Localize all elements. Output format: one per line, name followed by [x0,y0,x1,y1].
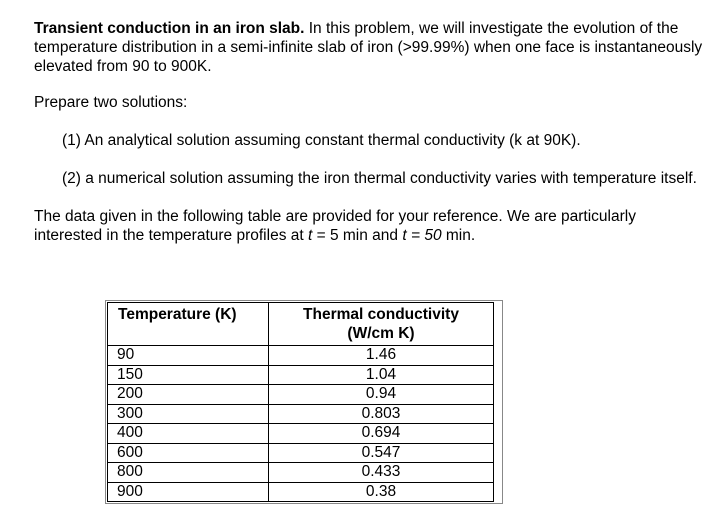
conductivity-cell: 0.803 [269,404,494,424]
header-conductivity [269,303,494,346]
intro-paragraph [34,19,704,76]
temperature-cell: 600 [108,443,269,463]
table-row [108,385,494,405]
conductivity-cell: 0.694 [269,424,494,444]
table-row [108,346,494,366]
interest-text-4: min. [441,227,476,244]
temperature-cell: 150 [108,365,269,385]
temperature-cell: 90 [108,346,269,366]
time-var-1: t [307,227,313,244]
header-conductivity-line2: (W/cm K) [347,324,415,342]
table-row [108,365,494,385]
conductivity-cell: 0.94 [269,385,494,405]
conductivity-cell: 0.547 [269,443,494,463]
table-header-row [108,303,494,346]
solution-1: (1) An analytical solution assuming constant thermal conductivity (k at 90K). [62,132,581,149]
temperature-cell: 800 [108,463,269,483]
table-row [108,424,494,444]
table-row [108,463,494,483]
interest-paragraph [34,207,704,245]
temperature-cell: 400 [108,424,269,444]
conductivity-cell: 1.46 [269,346,494,366]
prepare-line: Prepare two solutions: [34,94,188,111]
table-row [108,404,494,424]
document-body [34,19,704,245]
conductivity-cell: 0.38 [269,482,494,502]
temperature-cell: 200 [108,385,269,405]
problem-title: Transient conduction in an iron slab. [34,20,305,37]
conductivity-table [107,302,494,502]
conductivity-cell: 1.04 [269,365,494,385]
header-temperature: Temperature (K) [108,303,269,346]
time-var-2: t [402,227,407,244]
temperature-cell: 900 [108,482,269,502]
interest-text-3: = 50 [406,227,442,244]
interest-text-2: = 5 min and [312,227,403,244]
table-row [108,482,494,502]
intro-text: In this problem, we will investigate the evolution of the temperature distribution in a semi-infinite slab of iron (>99.99%) when one face is instantaneously elevated from 90 to 900K. [34,20,703,75]
interest-text-1: The data given in the following table are provided for your reference. We are particularly interested in the temperature profiles at [34,208,636,244]
header-conductivity-line1: Thermal conductivity [303,306,459,323]
table-row [108,443,494,463]
temperature-cell: 300 [108,404,269,424]
solution-2: (2) a numerical solution assuming the iron thermal conductivity varies with temperature itself. [62,170,697,187]
conductivity-cell: 0.433 [269,463,494,483]
